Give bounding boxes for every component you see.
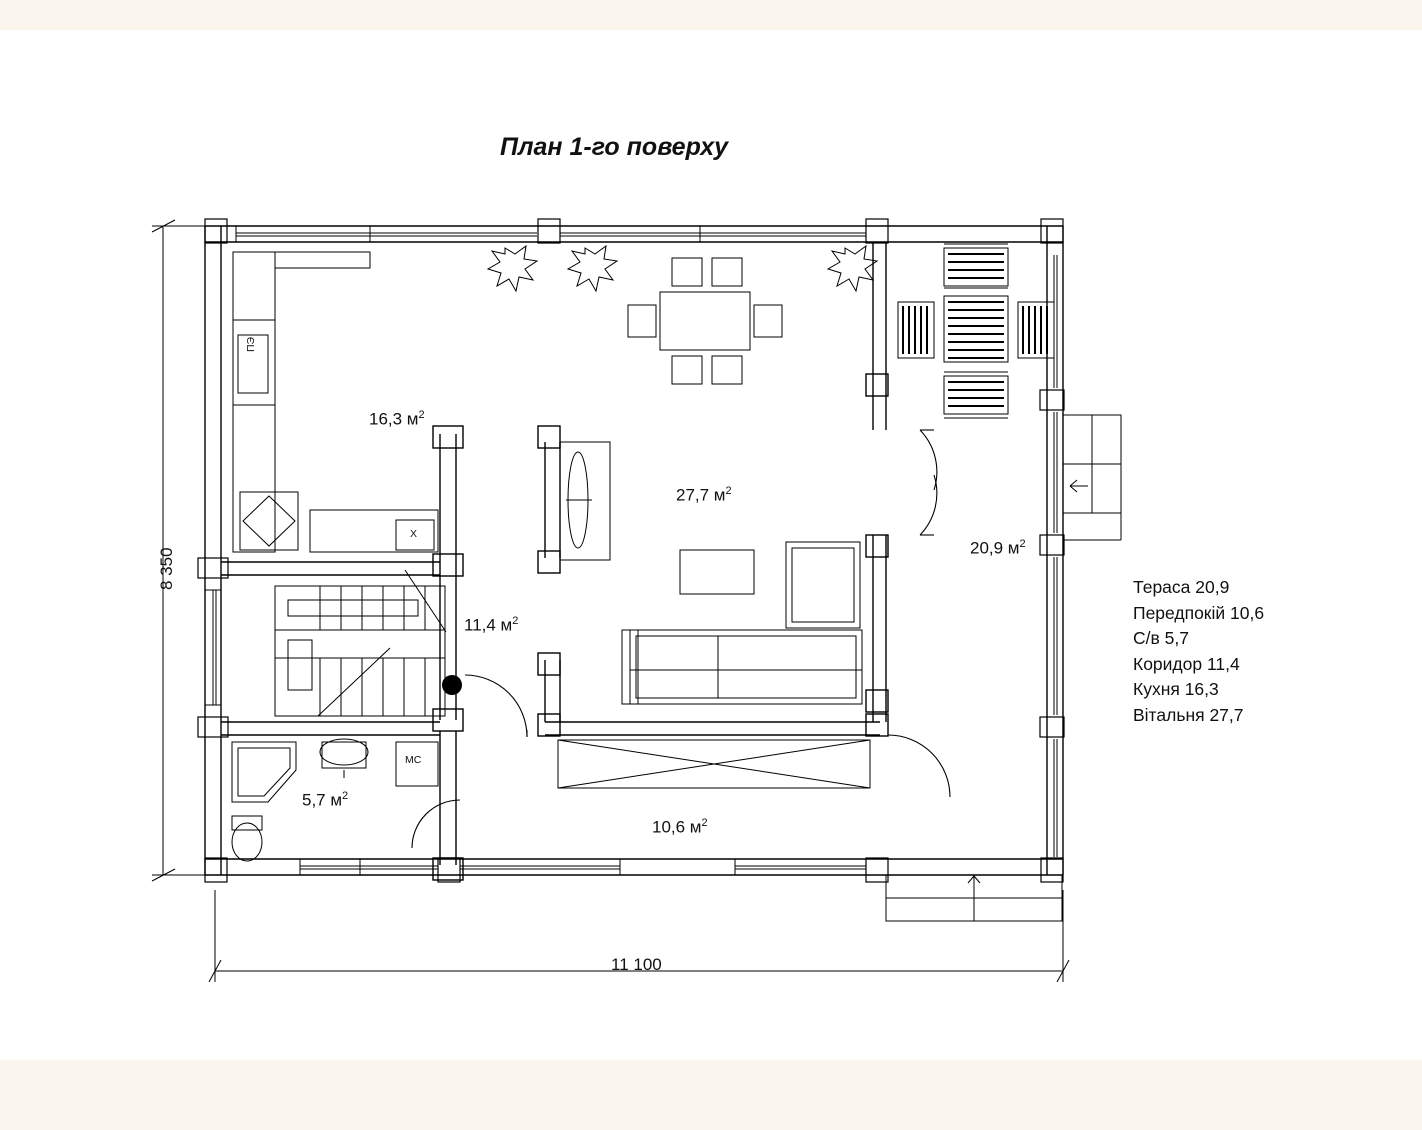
legend-item-living-room: Вітальня 27,7: [1133, 704, 1244, 725]
legend-item-terrace: Тераса 20,9: [1133, 577, 1230, 597]
washing-machine-tag: МС: [405, 754, 422, 766]
area-label-kitchen: 16,3 $м^2$: [369, 409, 425, 429]
area-label-bathroom: 5,7 $м^2$: [302, 790, 349, 810]
area-label-corridor: 11,4 $м^2$: [464, 615, 519, 635]
area-label-hall: 10,6 $м^2$: [652, 817, 708, 837]
dimension-width: 11 100: [611, 955, 662, 974]
area-label-terrace: 20,9 $м^2$: [970, 538, 1026, 558]
legend-item-entrance-hall: Передпокій 10,6: [1133, 602, 1265, 623]
page-title: План 1-го поверху: [500, 133, 729, 161]
legend-item-bathroom: С/в 5,7: [1133, 628, 1189, 648]
dimension-height: 8 350: [157, 547, 176, 590]
area-label-living-room: 27,7 $м^2$: [676, 485, 732, 505]
legend-item-corridor: Коридор 11,4: [1133, 653, 1240, 674]
legend-item-kitchen: Кухня 16,3: [1133, 679, 1219, 699]
pantry-tag: ПЭ: [245, 336, 257, 352]
drawing-sheet: [0, 30, 1422, 1060]
legend: [1133, 575, 1264, 728]
fridge-tag: Х: [410, 528, 418, 540]
